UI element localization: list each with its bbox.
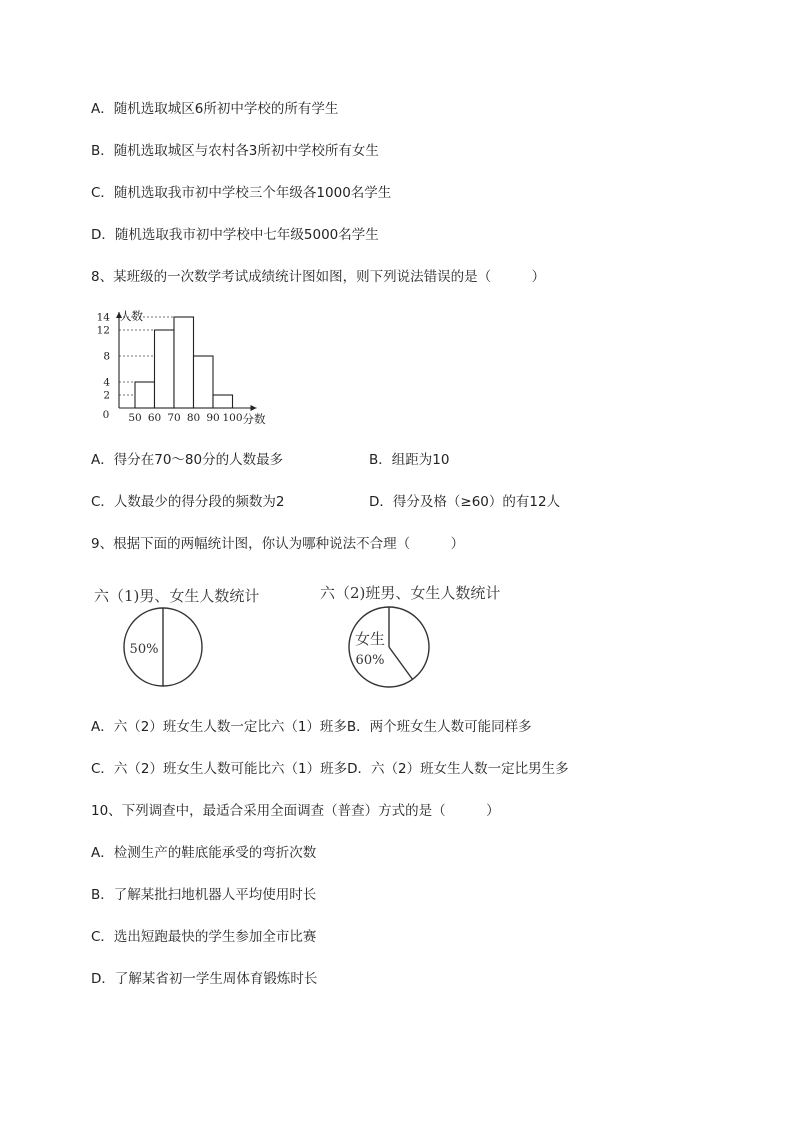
x-tick-label: 90 bbox=[206, 412, 220, 424]
q9-options-row2 bbox=[91, 760, 569, 778]
histogram-bar bbox=[174, 317, 194, 408]
x-tick-label: 60 bbox=[147, 412, 162, 424]
histogram-bar bbox=[194, 356, 214, 408]
pie1-title: 六（1)男、女生人数统计 bbox=[94, 587, 260, 605]
histogram-chart bbox=[95, 308, 295, 428]
pie2-label-pct: 60% bbox=[355, 653, 385, 668]
y-tick-label: 2 bbox=[103, 389, 110, 402]
x-tick-label: 50 bbox=[128, 412, 142, 424]
q7-option-a: A．随机选取城区6所初中学校的所有学生 bbox=[91, 101, 339, 117]
q8-option-d: D．得分及格（≥60）的有12人 bbox=[369, 494, 561, 510]
q8-option-c: C．人数最少的得分段的频数为2 bbox=[91, 494, 285, 510]
q10-option-c: C．选出短跑最快的学生参加全市比赛 bbox=[91, 929, 317, 945]
q10-option-a: A．检测生产的鞋底能承受的弯折次数 bbox=[91, 845, 317, 861]
y-axis-title: 人数 bbox=[120, 309, 143, 323]
y-tick-label: 4 bbox=[103, 376, 110, 389]
q8-option-a: A．得分在70～80分的人数最多 bbox=[91, 452, 284, 468]
q9-option-a: A．六（2）班女生人数一定比六（1）班多 bbox=[91, 719, 347, 735]
y-tick-label: 14 bbox=[96, 311, 110, 324]
histogram-bar bbox=[135, 382, 155, 408]
pie-chart-class2 bbox=[318, 580, 538, 688]
q8-option-b: B．组距为10 bbox=[369, 452, 450, 468]
pie2-label-name: 女生 bbox=[354, 630, 386, 648]
histogram-bar bbox=[155, 330, 175, 408]
q9-stem: 9、根据下面的两幅统计图，你认为哪种说法不合理（ ） bbox=[91, 536, 465, 552]
x-axis-title: 分数 bbox=[242, 412, 266, 426]
q8-stem: 8、某班级的一次数学考试成绩统计图如图，则下列说法错误的是（ ） bbox=[91, 269, 546, 285]
histogram-bar bbox=[213, 395, 233, 408]
q10-option-b: B．了解某批扫地机器人平均使用时长 bbox=[91, 887, 317, 903]
q7-option-d: D．随机选取我市初中学校中七年级5000名学生 bbox=[91, 227, 379, 243]
x-tick-label: 100 bbox=[222, 412, 243, 424]
pie2-radius-slice bbox=[389, 647, 413, 679]
y-tick-label: 12 bbox=[96, 324, 110, 337]
x-tick-label: 70 bbox=[167, 412, 181, 424]
q10-option-d: D．了解某省初一学生周体育锻炼时长 bbox=[91, 971, 318, 987]
q9-option-d: D．六（2）班女生人数一定比男生多 bbox=[347, 761, 569, 777]
y-tick-label: 8 bbox=[103, 350, 110, 363]
histogram-plot bbox=[97, 309, 266, 426]
x-tick-label: 80 bbox=[186, 412, 201, 424]
q7-option-c: C．随机选取我市初中学校三个年级各1000名学生 bbox=[91, 185, 392, 201]
origin-label: 0 bbox=[102, 409, 110, 421]
pie-chart-class1 bbox=[92, 583, 292, 688]
q7-option-b: B．随机选取城区与农村各3所初中学校所有女生 bbox=[91, 143, 379, 159]
pie2-title: 六（2)班男、女生人数统计 bbox=[320, 584, 501, 602]
q10-stem: 10、下列调查中，最适合采用全面调查（普查）方式的是（ ） bbox=[91, 803, 500, 819]
pie1-label: 50% bbox=[129, 642, 159, 657]
q9-options-row1 bbox=[91, 718, 532, 736]
x-axis-arrow-icon bbox=[251, 405, 257, 411]
q9-option-c: C．六（2）班女生人数可能比六（1）班多 bbox=[91, 761, 348, 777]
q9-option-b: B．两个班女生人数可能同样多 bbox=[346, 719, 532, 735]
